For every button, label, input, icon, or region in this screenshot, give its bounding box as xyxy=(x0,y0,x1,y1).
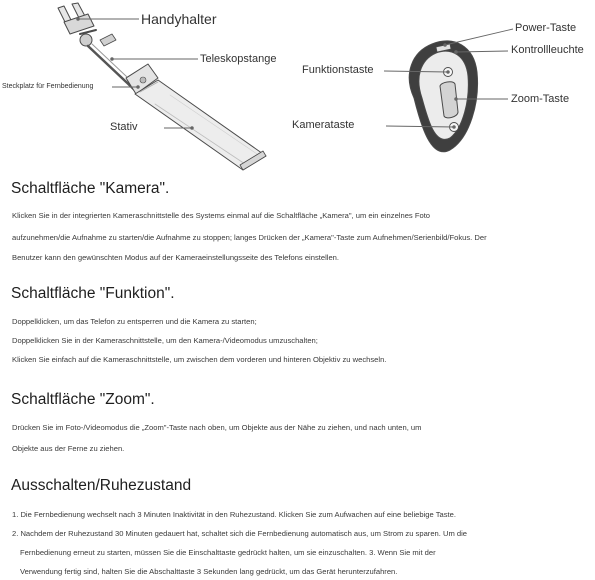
function-line-1: Doppelklicken, um das Telefon zu entsperren und die Kamera zu starten; xyxy=(12,317,257,326)
label-tripod: Stativ xyxy=(110,121,138,133)
label-function-button: Funktionstaste xyxy=(302,64,374,76)
heading-zoom: Schaltfläche "Zoom". xyxy=(11,391,155,408)
power-line-4: Verwendung fertig sind, halten Sie die Abschalttaste 3 Sekunden lang gedrückt, um das Gerät herunterzufahren. xyxy=(20,567,398,576)
power-line-2: 2. Nachdem der Ruhezustand 30 Minuten gedauert hat, schaltet sich die Fernbedienung automatisch aus, um Strom zu sparen. Um die xyxy=(12,529,468,538)
zoom-line-2: Objekte aus der Ferne zu ziehen. xyxy=(12,444,125,453)
remote-control-drawing xyxy=(409,41,477,152)
product-illustration xyxy=(0,0,595,175)
heading-camera: Schaltfläche "Kamera". xyxy=(11,180,170,197)
label-zoom-button: Zoom-Taste xyxy=(511,93,570,105)
label-phone-holder: Handyhalter xyxy=(141,11,217,27)
label-remote-slot: Steckplatz für Fernbedienung xyxy=(2,83,94,90)
power-line-1: 1. Die Fernbedienung wechselt nach 3 Minuten Inaktivität in den Ruhezustand. Klicken Sie zum Aufwachen auf eine beliebige Taste. xyxy=(12,510,456,519)
label-power-button: Power-Taste xyxy=(515,22,577,34)
heading-function: Schaltfläche "Funktion". xyxy=(11,285,175,302)
function-line-3: Klicken Sie einfach auf die Kameraschnittstelle, um zwischen dem vorderen und hinteren Objektiv zu wechseln. xyxy=(12,355,387,364)
heading-power-sleep: Ausschalten/Ruhezustand xyxy=(11,477,192,494)
camera-line-1: Klicken Sie in der integrierten Kameraschnittstelle des Systems einmal auf die Schaltfläche „Kamera", um ein einzelnes Foto xyxy=(12,211,431,220)
label-telescopic-rod: Teleskopstange xyxy=(200,53,277,65)
camera-line-2: aufzunehmen/die Aufnahme zu starten/die Aufnahme zu stoppen; langes Drücken der „Kamera"-Taste zum Aufnehmen/Serienbild/Fokus. Der xyxy=(12,233,487,242)
power-line-3: Fernbedienung erneut zu starten, müssen Sie die Einschalttaste gedrückt halten, um sie einzuschalten. 3. Wenn Sie mit der xyxy=(20,548,436,557)
function-line-2: Doppelklicken Sie in der Kameraschnittstelle, um den Kamera-/Videomodus umzuschalten; xyxy=(12,336,318,345)
camera-line-3: Benutzer kann den gewünschten Modus auf der Kameraeinstellungsseite des Telefons einstellen. xyxy=(12,253,340,262)
zoom-line-1: Drücken Sie im Foto-/Videomodus die „Zoom"-Taste nach oben, um Objekte aus der Nähe zu ziehen, und nach unten, um xyxy=(12,423,422,432)
label-camera-button: Kamerataste xyxy=(292,119,355,131)
label-indicator-light: Kontrollleuchte xyxy=(511,44,584,56)
